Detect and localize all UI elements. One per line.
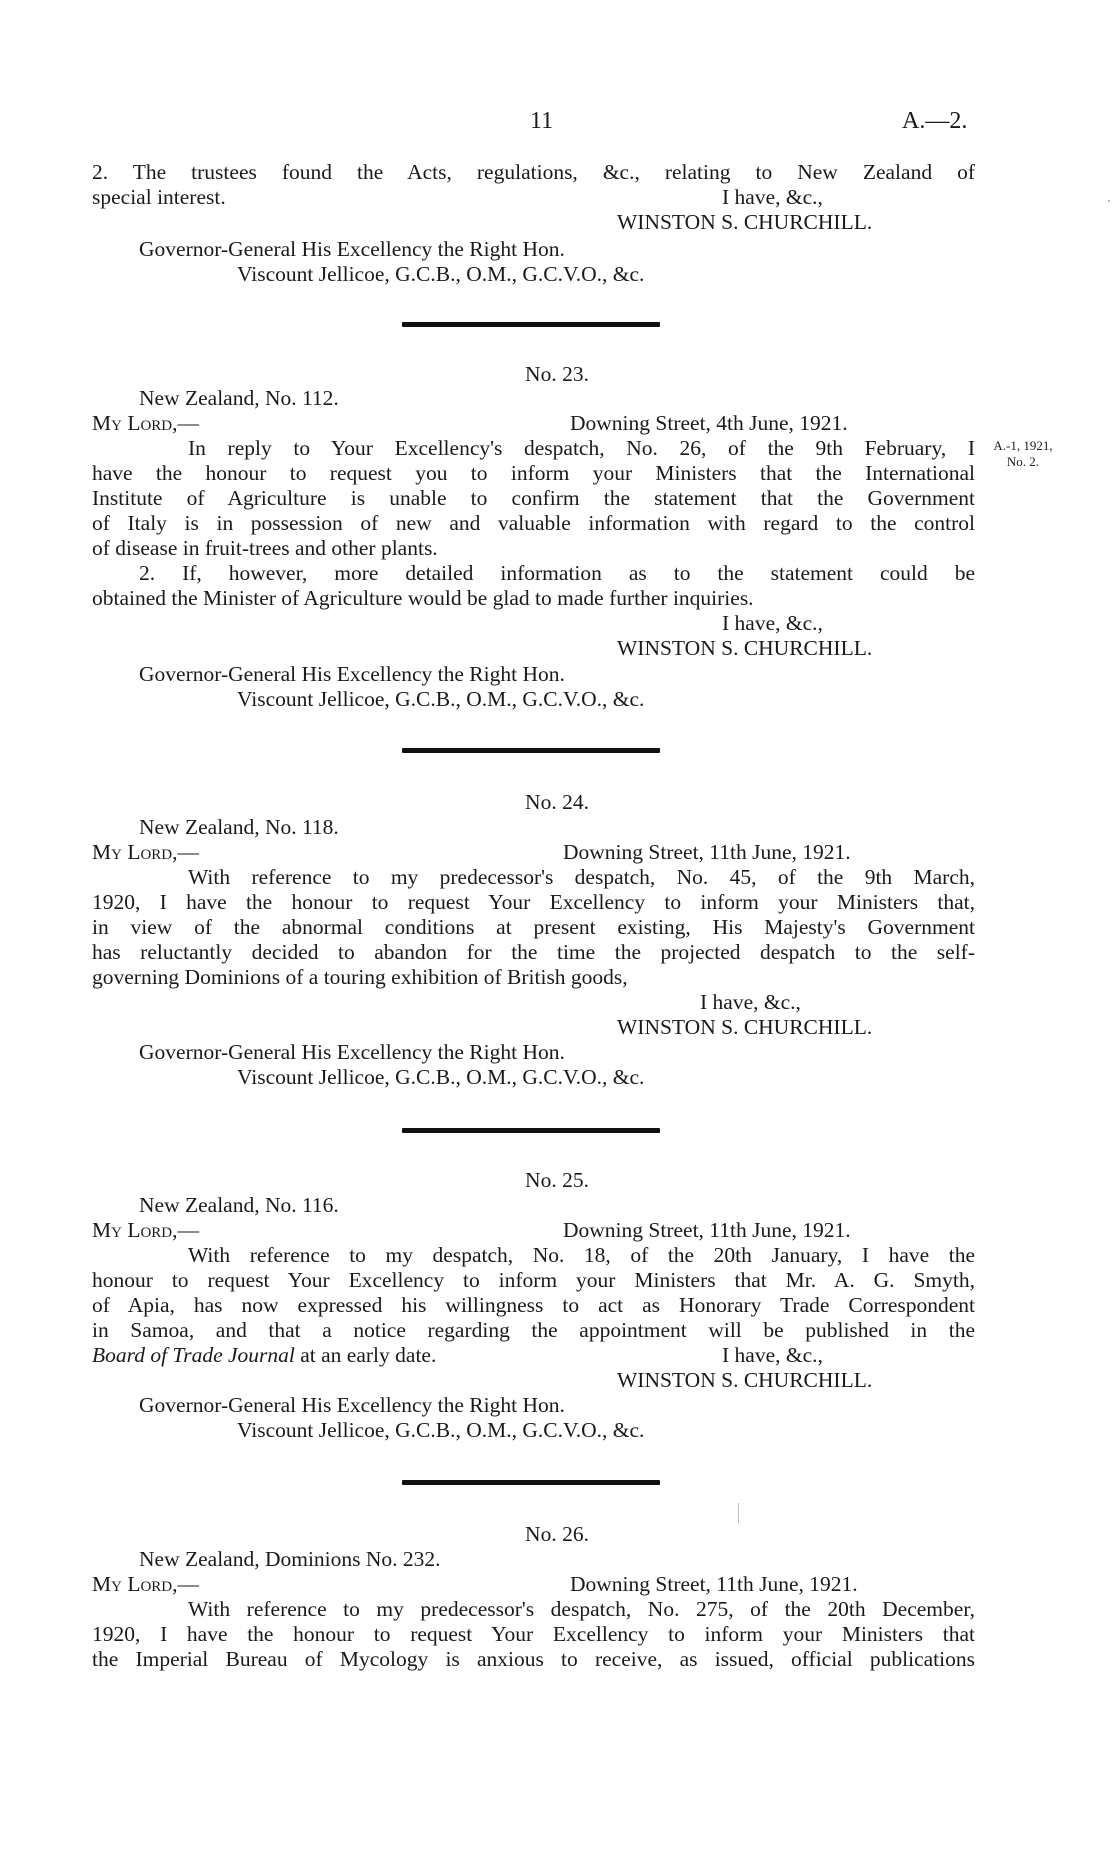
body-line: have the honour to request you to inform your Ministers that the International	[92, 461, 975, 485]
body-line: of Apia, has now expressed his willingness to act as Honorary Trade Correspondent	[92, 1293, 975, 1317]
body-line: With reference to my despatch, No. 18, of the 20th January, I have the	[188, 1243, 975, 1267]
despatch-number: No. 25.	[525, 1168, 589, 1192]
body-line: 1920, I have the honour to request Your Excellency to inform your Ministers that	[92, 1622, 975, 1646]
body-line: Institute of Agriculture is unable to confirm the statement that the Government	[92, 486, 975, 510]
place-date: Downing Street, 4th June, 1921.	[570, 411, 848, 435]
signature: WINSTON S. CHURCHILL.	[617, 210, 873, 234]
addressee-line: Viscount Jellicoe, G.C.B., O.M., G.C.V.O., &c.	[237, 1065, 645, 1089]
body-line: obtained the Minister of Agriculture would be glad to made further inquiries.	[92, 586, 754, 610]
closing: I have, &c.,	[722, 1343, 823, 1367]
body-line: 1920, I have the honour to request Your Excellency to inform your Ministers that,	[92, 890, 975, 914]
body-line: in Samoa, and that a notice regarding the appointment will be published in the	[92, 1318, 975, 1342]
signature: WINSTON S. CHURCHILL.	[617, 1015, 873, 1039]
despatch-number: No. 26.	[525, 1522, 589, 1546]
journal-title: Board of Trade Journal	[92, 1343, 295, 1367]
continuation-line: 2. The trustees found the Acts, regulations, &c., relating to New Zealand of	[92, 160, 975, 184]
salutation: My Lord,—	[92, 1218, 200, 1242]
addressee-line: Governor-General His Excellency the Right Hon.	[139, 1393, 565, 1417]
addressee-line: Governor-General His Excellency the Right Hon.	[139, 1040, 565, 1064]
body-line: of Italy is in possession of new and valuable information with regard to the control	[92, 511, 975, 535]
continuation-line: special interest.	[92, 185, 226, 209]
body-line: In reply to Your Excellency's despatch, No. 26, of the 9th February, I	[188, 436, 975, 460]
closing: I have, &c.,	[722, 185, 823, 209]
despatch-number: No. 23.	[525, 362, 589, 386]
section-divider	[402, 322, 660, 327]
despatch-reference: New Zealand, No. 112.	[139, 386, 339, 410]
body-line-rest: at an early date.	[294, 1343, 437, 1367]
body-line: honour to request Your Excellency to inform your Ministers that Mr. A. G. Smyth,	[92, 1268, 975, 1292]
body-line: governing Dominions of a touring exhibition of British goods,	[92, 965, 628, 989]
despatch-number: No. 24.	[525, 790, 589, 814]
body-line: in view of the abnormal conditions at present existing, His Majesty's Government	[92, 915, 975, 939]
despatch-reference: New Zealand, No. 116.	[139, 1193, 339, 1217]
body-line: of disease in fruit-trees and other plants.	[92, 536, 438, 560]
closing: I have, &c.,	[722, 611, 823, 635]
margin-note-line: A.-1, 1921,	[993, 438, 1053, 453]
section-divider	[402, 1128, 660, 1133]
salutation: My Lord,—	[92, 1572, 200, 1596]
addressee-line: Viscount Jellicoe, G.C.B., O.M., G.C.V.O., &c.	[237, 262, 645, 286]
place-date: Downing Street, 11th June, 1921.	[563, 1218, 851, 1242]
scan-speck	[1108, 200, 1110, 202]
section-divider	[402, 748, 660, 753]
addressee-line: Viscount Jellicoe, G.C.B., O.M., G.C.V.O., &c.	[237, 687, 645, 711]
body-line: 2. If, however, more detailed information as to the statement could be	[139, 561, 975, 585]
section-divider	[402, 1480, 660, 1485]
signature: WINSTON S. CHURCHILL.	[617, 1368, 873, 1392]
addressee-line: Governor-General His Excellency the Right Hon.	[139, 237, 565, 261]
signature: WINSTON S. CHURCHILL.	[617, 636, 873, 660]
despatch-reference: New Zealand, No. 118.	[139, 815, 339, 839]
margin-note-line: No. 2.	[1006, 454, 1040, 469]
margin-note	[978, 438, 1068, 470]
body-line: the Imperial Bureau of Mycology is anxious to receive, as issued, official publications	[92, 1647, 975, 1671]
addressee-line: Viscount Jellicoe, G.C.B., O.M., G.C.V.O., &c.	[237, 1418, 645, 1442]
despatch-reference: New Zealand, Dominions No. 232.	[139, 1547, 441, 1571]
body-line: has reluctantly decided to abandon for the time the projected despatch to the self-	[92, 940, 975, 964]
scan-speck	[738, 1503, 739, 1523]
closing: I have, &c.,	[700, 990, 801, 1014]
body-line	[92, 1343, 975, 1368]
body-line: With reference to my predecessor's despatch, No. 275, of the 20th December,	[188, 1597, 975, 1621]
place-date: Downing Street, 11th June, 1921.	[563, 840, 851, 864]
salutation: My Lord,—	[92, 411, 200, 435]
addressee-line: Governor-General His Excellency the Right Hon.	[139, 662, 565, 686]
document-reference: A.—2.	[902, 108, 968, 134]
page-number: 11	[530, 108, 554, 134]
place-date: Downing Street, 11th June, 1921.	[570, 1572, 858, 1596]
salutation: My Lord,—	[92, 840, 200, 864]
body-line: With reference to my predecessor's despatch, No. 45, of the 9th March,	[188, 865, 975, 889]
